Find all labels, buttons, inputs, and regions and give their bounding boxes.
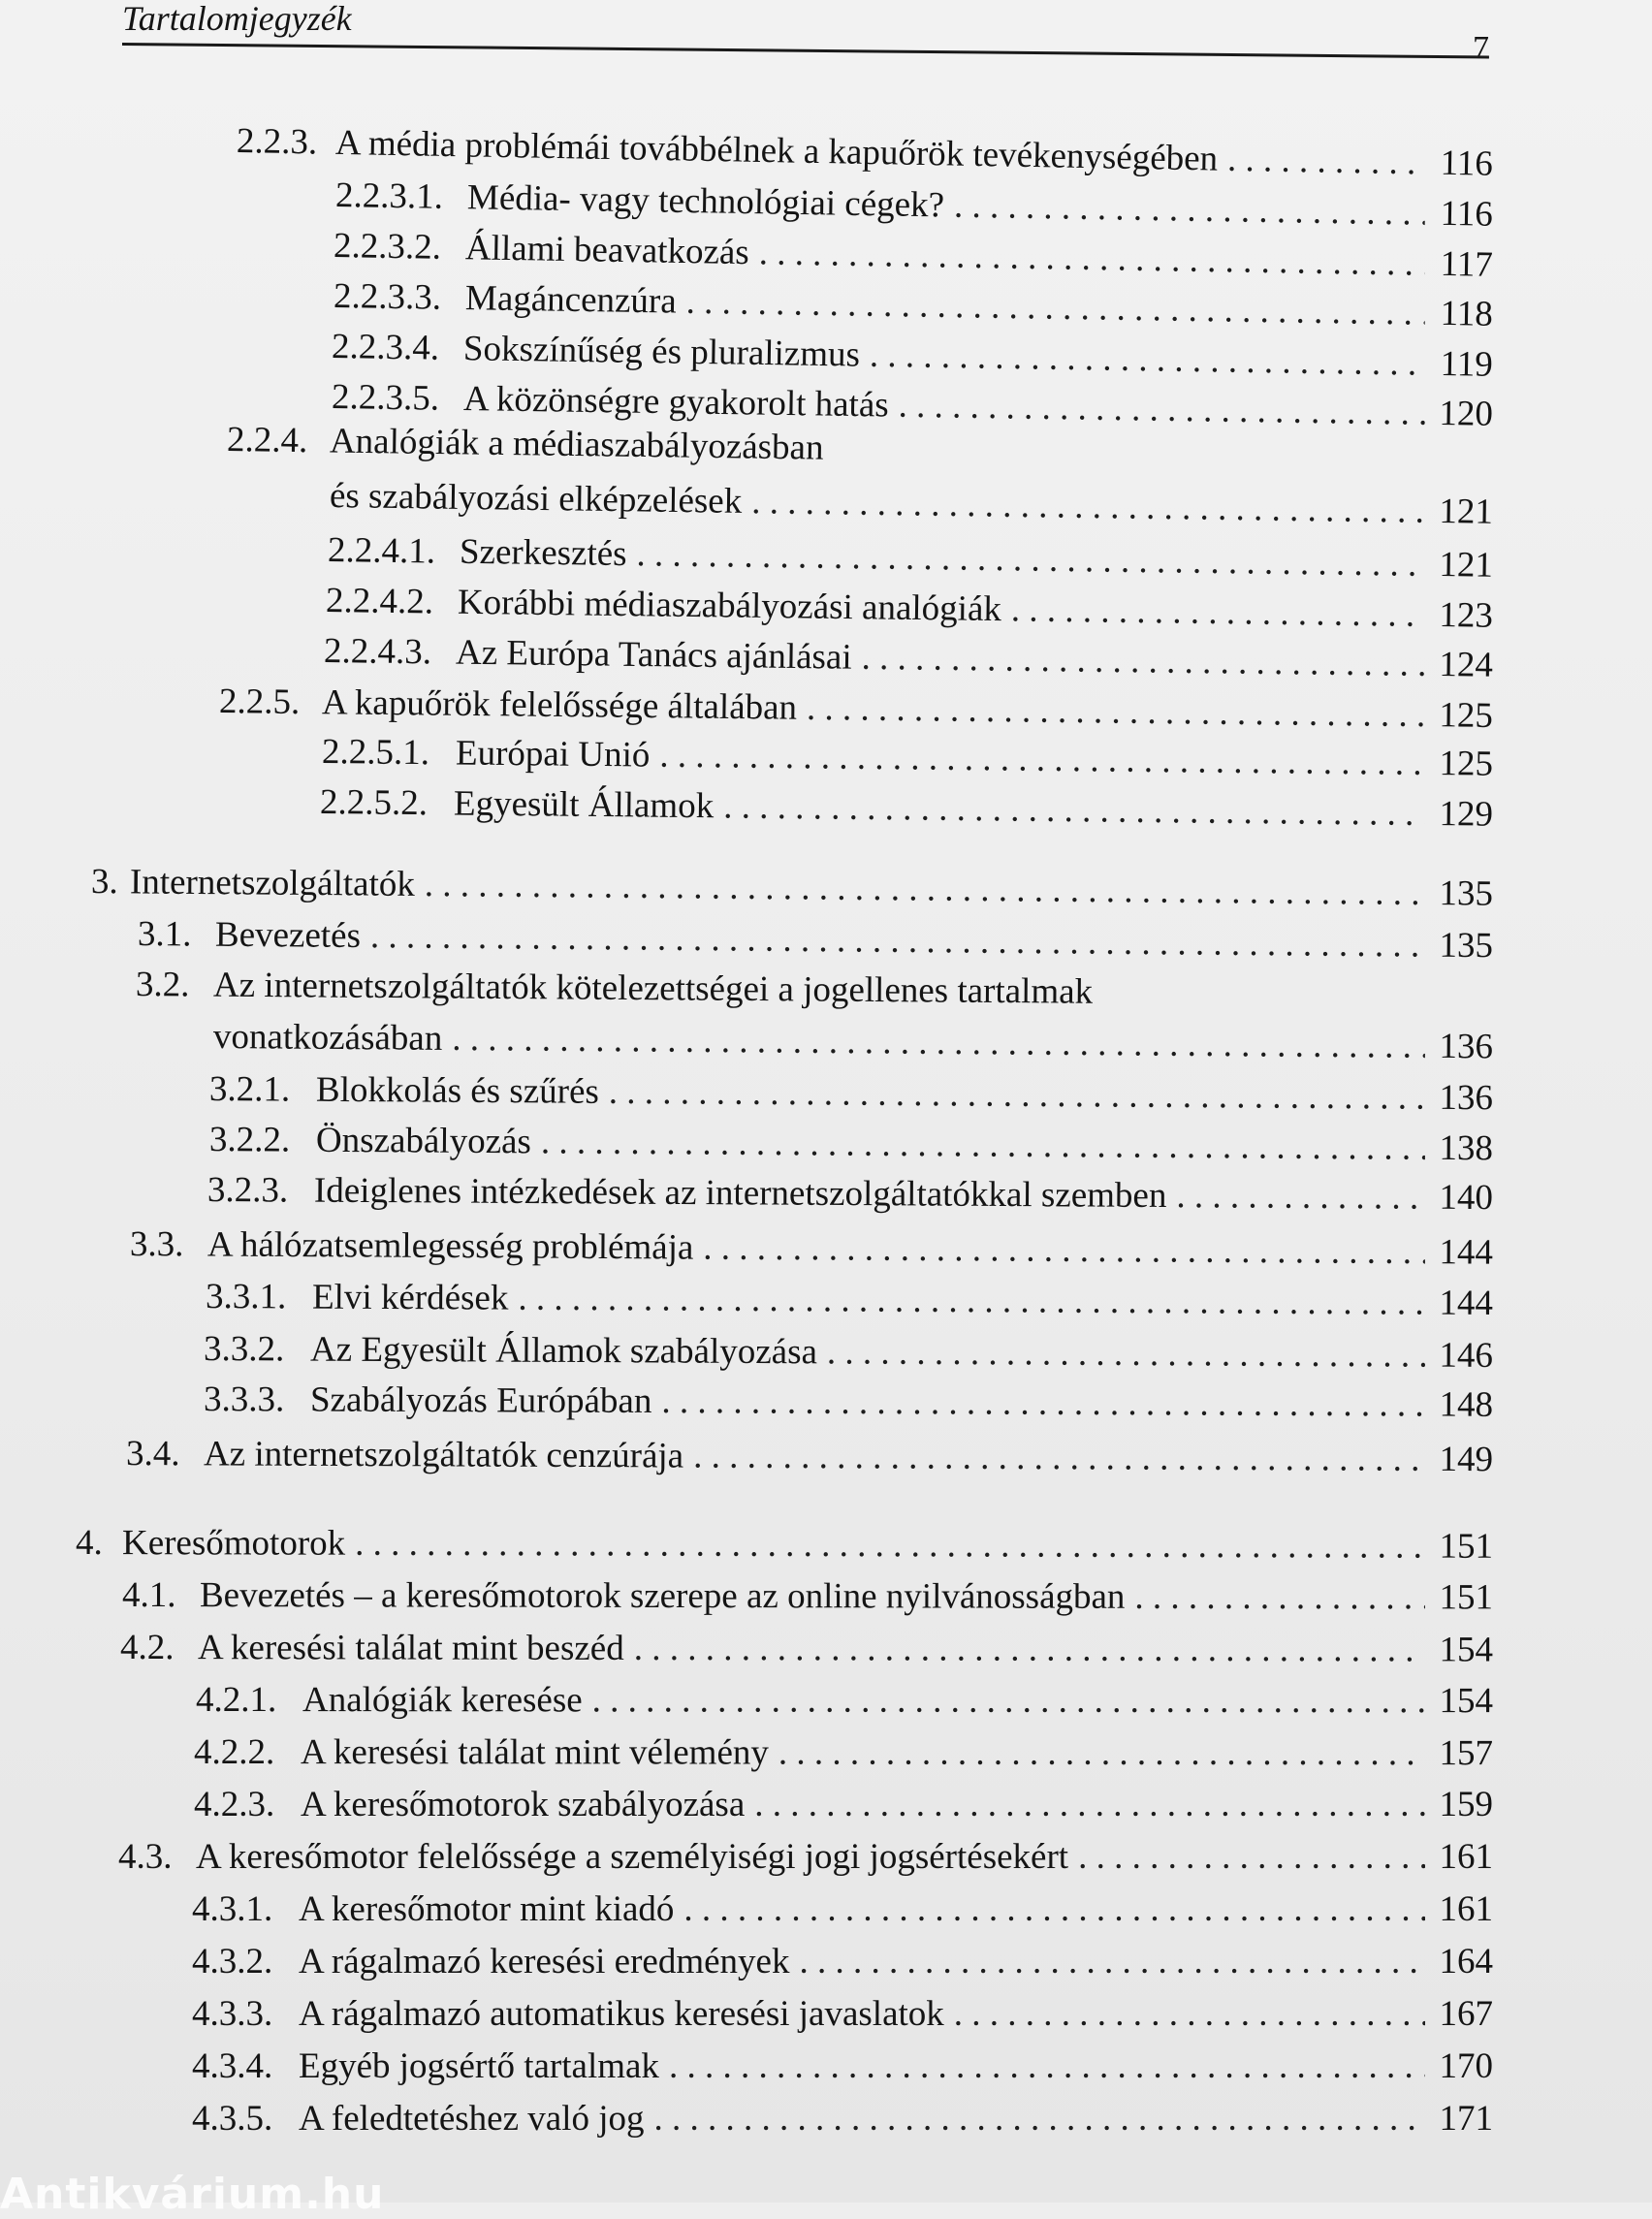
toc-entry-page: 161 xyxy=(1435,1888,1493,1931)
toc-entry xyxy=(126,1433,1493,1481)
toc-entry-number: 4.2.1. xyxy=(196,1679,302,1722)
toc-entry-title: Az internetszolgáltatók cenzúrája xyxy=(204,1433,683,1477)
toc-entry xyxy=(192,1888,1493,1931)
toc-chapter-entry xyxy=(76,1522,1493,1569)
toc-entry-page: 161 xyxy=(1435,1836,1493,1879)
running-header xyxy=(122,0,1489,79)
toc-entry xyxy=(320,781,1493,837)
dot-leader xyxy=(1011,588,1426,637)
dot-leader xyxy=(1134,1576,1425,1620)
toc-entry xyxy=(192,2098,1493,2140)
toc-entry xyxy=(207,1169,1493,1220)
dot-leader xyxy=(452,1018,1425,1068)
toc-entry-number: 4.2.3. xyxy=(194,1784,301,1826)
dot-leader xyxy=(751,481,1425,533)
dot-leader xyxy=(355,1523,1425,1569)
toc-entry-number: 2.2.3.4. xyxy=(332,326,464,370)
toc-entry-title: A keresőmotorok szabályozása xyxy=(301,1784,745,1826)
toc-entry-number: 4.2.2. xyxy=(194,1731,301,1774)
toc-entry-title: A keresőmotor mint kiadó xyxy=(299,1888,674,1931)
toc-entry-page: 135 xyxy=(1435,925,1493,968)
dot-leader xyxy=(1078,1836,1425,1879)
toc-entry-number: 2.2.5.1. xyxy=(322,731,456,775)
toc-entry-page: 117 xyxy=(1434,243,1493,287)
dot-leader xyxy=(758,232,1425,285)
toc-entry-title: Ideiglenes intézkedések az internetszolgáltatókkal szemben xyxy=(314,1170,1167,1218)
dot-leader xyxy=(370,915,1425,967)
toc-entry-title: Szabályozás Európában xyxy=(310,1379,652,1423)
toc-entry xyxy=(326,580,1493,638)
toc-entry-title: Egyesült Államok xyxy=(454,782,715,828)
toc-entry-title: Állami beavatkozás xyxy=(465,227,750,274)
toc-entry-number: 2.2.4.3. xyxy=(324,630,457,675)
header-title: Tartalomjegyzék xyxy=(122,0,352,39)
toc-entry-title: A keresőmotor felelőssége a személyiségi jogi jogsértésekért xyxy=(196,1836,1068,1879)
toc-entry-page: 146 xyxy=(1435,1335,1493,1378)
toc-entry-page: 167 xyxy=(1435,1993,1493,2036)
toc-entry-number: 2.2.3.1. xyxy=(335,174,468,219)
toc-entry-page: 151 xyxy=(1435,1526,1493,1569)
dot-leader xyxy=(861,637,1425,686)
toc-entry-page: 119 xyxy=(1435,343,1494,387)
toc-entry-title: Keresőmotorok xyxy=(122,1522,345,1566)
dot-leader xyxy=(661,1380,1425,1426)
toc-entry-number: 4.2. xyxy=(120,1627,198,1669)
toc-entry-number: 3.3.1. xyxy=(206,1276,312,1319)
toc-entry xyxy=(138,913,1493,967)
toc-entry-number: 3.2.1. xyxy=(209,1068,316,1112)
toc-entry-page: 157 xyxy=(1435,1732,1493,1775)
toc-chapter-entry xyxy=(91,861,1493,916)
toc-entry-page: 118 xyxy=(1435,293,1494,336)
dot-leader xyxy=(669,2045,1425,2088)
toc-entry-title: Az Egyesült Államok szabályozása xyxy=(310,1329,817,1375)
dot-leader xyxy=(634,1628,1425,1671)
toc-entry-number: 3. xyxy=(91,861,130,903)
toc-entry-title: Egyéb jogsértő tartalmak xyxy=(299,2045,659,2088)
toc-entry-number: 2.2.3. xyxy=(237,120,336,165)
toc-entry-number: 4.3.4. xyxy=(192,2045,299,2088)
dot-leader xyxy=(799,1941,1425,1983)
toc-entry-page: 136 xyxy=(1435,1026,1493,1068)
toc-entry-title: Önszabályozás xyxy=(316,1120,531,1164)
toc-entry-number: 3.2.2. xyxy=(209,1119,316,1162)
toc-entry-page: 116 xyxy=(1434,193,1493,237)
toc-entry-number: 4.3. xyxy=(118,1836,196,1879)
dot-leader xyxy=(654,2098,1425,2140)
toc-entry xyxy=(192,1941,1493,1983)
toc-entry-page: 154 xyxy=(1435,1629,1493,1671)
dot-leader xyxy=(693,1436,1425,1481)
toc-entry-title: A rágalmazó keresési eredmények xyxy=(299,1941,789,1983)
dot-leader xyxy=(723,785,1425,836)
dot-leader xyxy=(898,385,1425,435)
toc-entry xyxy=(332,326,1494,387)
dot-leader xyxy=(685,281,1425,335)
dot-leader xyxy=(954,1993,1425,2036)
dot-leader xyxy=(425,864,1426,915)
toc-entry xyxy=(122,1574,1493,1619)
toc-entry xyxy=(206,1276,1493,1325)
toc-entry-title: A feledtetéshez való jog xyxy=(299,2098,645,2140)
toc-entry-page: 125 xyxy=(1435,694,1493,738)
toc-entry-title: Média- vagy technológiai cégek? xyxy=(467,176,945,227)
toc-entry-title: A keresési találat mint beszéd xyxy=(198,1627,624,1670)
dot-leader xyxy=(659,735,1425,785)
toc-entry-title: Korábbi médiaszabályozási analógiák xyxy=(458,582,1001,631)
toc-entry-page: 129 xyxy=(1435,793,1493,837)
toc-entry-title: Európai Unió xyxy=(456,732,651,777)
dot-leader xyxy=(1227,139,1425,185)
toc-entry xyxy=(118,1836,1493,1879)
toc-entry-title: Az Európa Tanács ajánlásai xyxy=(456,632,852,680)
dot-leader xyxy=(518,1278,1425,1325)
toc-entry xyxy=(328,529,1493,587)
toc-entry xyxy=(196,1679,1493,1723)
dot-leader xyxy=(807,687,1425,737)
toc-entry-number: 4.3.3. xyxy=(192,1993,299,2036)
dot-leader xyxy=(636,533,1425,586)
toc-entry xyxy=(120,1627,1493,1671)
toc-entry xyxy=(204,1328,1493,1378)
toc-entry-title: Blokkolás és szűrés xyxy=(316,1069,599,1114)
toc-entry-title: A média problémái továbbélnek a kapuőrök tevékenységében xyxy=(335,122,1219,181)
toc-entry-number: 3.4. xyxy=(126,1433,204,1475)
toc-entry-number: 4.1. xyxy=(122,1574,200,1617)
toc-entry xyxy=(324,630,1493,687)
toc-entry-page: 123 xyxy=(1435,594,1494,638)
toc-entry-continuation xyxy=(330,475,1493,534)
toc-entry xyxy=(334,275,1494,336)
toc-entry-number: 3.3. xyxy=(130,1223,207,1266)
header-rule xyxy=(122,43,1489,59)
toc-entry-title: A közönségre gyakorolt hatás xyxy=(463,378,889,428)
toc-entry xyxy=(192,2045,1493,2088)
toc-entry-number: 2.2.3.2. xyxy=(334,225,466,269)
dot-leader xyxy=(683,1888,1425,1931)
dot-leader xyxy=(703,1227,1425,1275)
toc-entry-page: 144 xyxy=(1435,1283,1493,1325)
toc-entry-number: 3.2.3. xyxy=(207,1169,314,1213)
toc-entry xyxy=(130,1223,1493,1275)
toc-entry-page: 135 xyxy=(1435,872,1493,916)
toc-entry-page: 154 xyxy=(1435,1680,1493,1723)
dot-leader xyxy=(1176,1175,1425,1220)
toc-entry-page: 125 xyxy=(1435,743,1493,786)
dot-leader xyxy=(609,1071,1425,1120)
dot-leader xyxy=(778,1732,1425,1776)
toc-entry-page: 121 xyxy=(1435,544,1494,587)
watermark: Antikvárium.hu xyxy=(0,2170,384,2219)
toc-entry-page: 138 xyxy=(1435,1127,1493,1170)
toc-entry-page: 159 xyxy=(1435,1784,1493,1826)
toc-entry-number: 2.2.4.1. xyxy=(328,529,461,574)
toc-entry-page: 148 xyxy=(1435,1384,1493,1427)
toc-entry-page: 144 xyxy=(1435,1231,1493,1274)
toc-entry-number: 2.2.3.5. xyxy=(332,376,464,421)
toc-entry-title: Sokszínűség és pluralizmus xyxy=(463,328,861,376)
toc-entry xyxy=(209,1068,1493,1120)
toc-entry-number: 2.2.5.2. xyxy=(320,781,454,825)
toc-entry-title: Magáncenzúra xyxy=(465,277,677,323)
toc-entry-number: 2.2.5. xyxy=(219,681,322,724)
dot-leader xyxy=(754,1784,1425,1826)
toc-entry-title: Analógiák keresése xyxy=(302,1679,583,1722)
toc-entry xyxy=(322,731,1493,786)
toc-entry-page: 121 xyxy=(1435,491,1494,534)
toc-entry-page: 171 xyxy=(1435,2098,1493,2140)
toc-entry-number: 4.3.1. xyxy=(192,1888,299,1931)
toc-entry xyxy=(136,964,1493,1017)
toc-entry-title: Internetszolgáltatók xyxy=(130,861,415,906)
toc-entry-title: A rágalmazó automatikus keresési javaslatok xyxy=(299,1993,944,2036)
toc-entry-title: és szabályozási elképzelések xyxy=(330,475,743,523)
toc-entry-number: 3.2. xyxy=(136,964,213,1007)
toc-entry-title: Szerkesztés xyxy=(460,531,627,576)
toc-entry-title: Az internetszolgáltatók kötelezettségei a jogellenes tartalmak xyxy=(213,965,1093,1014)
toc-entry-number: 2.2.4. xyxy=(227,419,331,462)
toc-entry-number: 3.3.3. xyxy=(204,1379,310,1421)
header-page-number: 7 xyxy=(1473,29,1489,68)
toc-entry-title: Analógiák a médiaszabályozásban xyxy=(330,420,824,469)
toc-entry-page: 116 xyxy=(1434,143,1493,186)
toc-entry-number: 2.2.3.3. xyxy=(334,275,466,320)
toc-entry-continuation xyxy=(213,1016,1493,1068)
toc-entry-number: 4.3.2. xyxy=(192,1941,299,1983)
dot-leader xyxy=(541,1121,1425,1169)
toc-entry-number: 4. xyxy=(76,1522,122,1565)
toc-entry-title: A keresési találat mint vélemény xyxy=(301,1731,769,1774)
toc-entry-title: Bevezetés – a keresőmotorok szerepe az online nyilvánosságban xyxy=(200,1574,1126,1619)
toc-entry-title: Bevezetés xyxy=(215,914,361,958)
toc-entry xyxy=(194,1731,1493,1775)
toc-entry-page: 136 xyxy=(1435,1077,1493,1120)
toc-entry-number: 3.3.2. xyxy=(204,1328,310,1372)
toc-entry xyxy=(209,1119,1493,1170)
dot-leader xyxy=(827,1331,1425,1377)
toc-entry-page: 149 xyxy=(1435,1439,1493,1481)
dot-leader xyxy=(954,185,1426,236)
toc-entry xyxy=(192,1993,1493,2036)
toc-entry-number: 4.3.5. xyxy=(192,2098,299,2140)
toc-entry-page: 140 xyxy=(1435,1177,1493,1220)
dot-leader xyxy=(592,1679,1425,1723)
toc-entry-page: 120 xyxy=(1435,393,1494,436)
toc-entry-page: 170 xyxy=(1435,2045,1493,2088)
toc-entry-page: 164 xyxy=(1435,1941,1493,1983)
toc-entry-page: 151 xyxy=(1435,1576,1493,1619)
toc-entry xyxy=(204,1379,1493,1427)
toc-entry-number: 3.1. xyxy=(138,913,215,957)
toc-entry-number: 2.2.4.2. xyxy=(326,580,459,624)
toc-entry-title: vonatkozásában xyxy=(213,1016,443,1061)
toc-entry-title: Elvi kérdések xyxy=(312,1277,509,1320)
toc-entry-title: A hálózatsemlegesség problémája xyxy=(207,1223,694,1269)
toc-entry-title: A kapuőrök felelőssége általában xyxy=(322,682,798,730)
toc-entry xyxy=(219,681,1493,738)
toc-entry-page: 124 xyxy=(1435,644,1494,687)
toc-entry xyxy=(194,1784,1493,1826)
dot-leader xyxy=(870,334,1426,386)
